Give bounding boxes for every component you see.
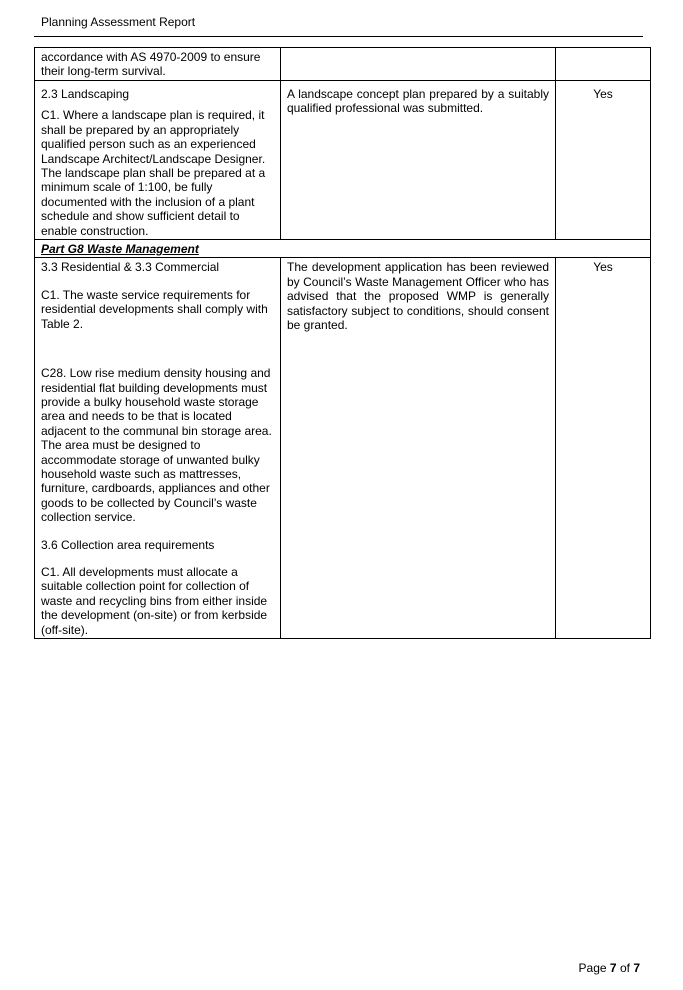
- compliance-cell: [556, 48, 651, 81]
- requirement-cell: [35, 48, 281, 81]
- comment-cell: [281, 258, 556, 639]
- compliance-cell: [556, 258, 651, 639]
- requirement-text: accordance with AS 4970-2009 to ensure their long-term survival.: [41, 50, 261, 79]
- page-number: [579, 961, 640, 975]
- comment-cell: [281, 81, 556, 240]
- compliance-value: Yes: [593, 87, 613, 101]
- report-header-title: Planning Assessment Report: [41, 15, 196, 29]
- requirement-text: C28. Low rise medium density housing and residential flat building developments must provide a bulky household waste storage area and needs to be that is located adjacent to the communal bin storage area. The area must be designed to accommodate storage of unwanted bulky household waste such as mattresses, furniture, cardboards, appliances and other goods to be collected by Council’s waste collection service.: [41, 366, 272, 525]
- requirement-text: C1. Where a landscape plan is required, it shall be prepared by an appropriately qualified person such as an experienced Landscape Architect/Landscape Designer. The landscape plan shall be prepared at a minimum scale of 1:100, be fully documented with the inclusion of a plant schedule and show sufficient detail to enable construction.: [41, 108, 266, 238]
- clause-heading: 2.3 Landscaping: [41, 87, 130, 101]
- table-row: [35, 48, 651, 81]
- compliance-cell: [556, 81, 651, 240]
- compliance-value: Yes: [593, 260, 613, 275]
- page-current: 7: [609, 961, 617, 975]
- table-row: [35, 258, 651, 639]
- header-divider: [34, 36, 643, 37]
- requirement-cell: [35, 258, 281, 639]
- comment-text: The development application has been reviewed by Council’s Waste Management Officer who has advised that the proposed WMP is generally satisfactory subject to conditions, should consent be granted.: [287, 260, 549, 333]
- requirement-cell: [35, 81, 281, 240]
- requirement-text: C1. All developments must allocate a suitable collection point for collection of waste and recycling bins from either inside the development (on-site) or from kerbside (off-site).: [41, 564, 268, 637]
- comment-text: A landscape concept plan prepared by a suitably qualified professional was submitted.: [287, 87, 549, 116]
- section-heading-cell: [35, 240, 651, 258]
- section-title: Part G8 Waste Management: [41, 242, 199, 257]
- assessment-table: [34, 47, 651, 639]
- clause-heading: 3.6 Collection area requirements: [41, 537, 215, 552]
- page-label: Page: [578, 961, 607, 975]
- page-of: of: [619, 961, 630, 975]
- page-total: 7: [633, 961, 640, 975]
- section-row: [35, 240, 651, 258]
- requirement-text: C1. The waste service requirements for residential developments shall comply with Table 2.: [41, 287, 268, 331]
- clause-heading: 3.3 Residential & 3.3 Commercial: [41, 260, 220, 275]
- comment-cell: [281, 48, 556, 81]
- table-row: [35, 81, 651, 240]
